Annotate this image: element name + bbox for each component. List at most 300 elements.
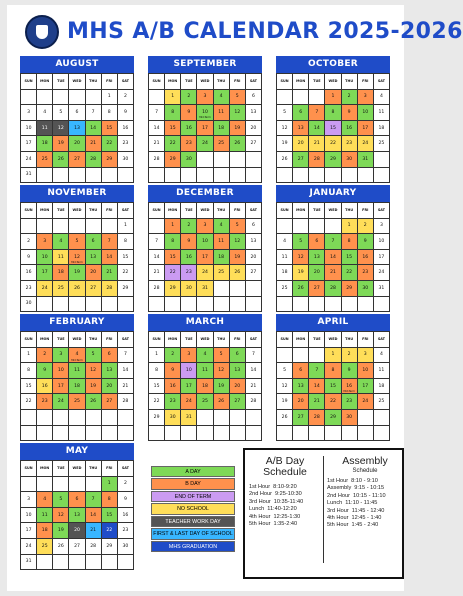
day-number: 5: [235, 94, 239, 100]
day-cell: [86, 234, 102, 250]
day-cell: [246, 363, 262, 379]
day-number: 24: [25, 156, 32, 162]
empty-cell: [325, 426, 341, 442]
weekday-label: TUE: [309, 203, 325, 219]
day-cell: [53, 105, 69, 121]
day-number: 10: [57, 367, 64, 373]
day-number: 29: [106, 156, 113, 162]
day-number: 22: [169, 270, 176, 276]
day-number: 20: [250, 125, 257, 131]
weekday-label: TUE: [181, 332, 197, 348]
day-number: 30: [169, 414, 176, 420]
day-number: 24: [57, 399, 64, 405]
day-cell: [277, 250, 293, 266]
day-number: 28: [250, 399, 257, 405]
day-cell: [197, 105, 213, 121]
day-number: 11: [202, 367, 208, 373]
day-number: 14: [90, 125, 97, 131]
day-number: 30: [346, 414, 353, 420]
day-cell: [197, 363, 213, 379]
day-number: 20: [297, 141, 304, 147]
day-number: 28: [122, 399, 129, 405]
day-number: 24: [202, 270, 208, 276]
empty-cell: [86, 90, 102, 106]
empty-cell: [21, 477, 37, 493]
day-cell: [118, 281, 134, 297]
month-february: [20, 314, 134, 441]
empty-cell: [277, 297, 293, 313]
day-cell: [165, 250, 181, 266]
month-grid: [20, 73, 134, 183]
day-number: 9: [43, 367, 47, 373]
day-cell: [149, 394, 165, 410]
day-cell: [342, 250, 358, 266]
day-number: 9: [347, 367, 351, 373]
day-number: 9: [363, 238, 367, 244]
day-number: 12: [218, 367, 225, 373]
day-number: 1: [171, 94, 175, 100]
day-number: 4: [219, 223, 223, 229]
day-cell: [246, 394, 262, 410]
day-cell: [342, 281, 358, 297]
empty-cell: [246, 410, 262, 426]
day-cell: [86, 492, 102, 508]
day-number: 12: [234, 109, 241, 115]
day-number: 8: [347, 238, 351, 244]
day-number: 21: [106, 270, 113, 276]
day-cell: [53, 394, 69, 410]
empty-cell: [197, 168, 213, 184]
day-cell: [325, 265, 341, 281]
day-number: 25: [41, 543, 48, 549]
weekday-label: WED: [69, 461, 85, 477]
empty-cell: [358, 168, 374, 184]
day-number: 17: [57, 383, 64, 389]
weekday-label: TUE: [53, 461, 69, 477]
day-cell: [21, 539, 37, 555]
day-number: 18: [218, 125, 225, 131]
day-cell: [325, 105, 341, 121]
day-number: 5: [299, 238, 303, 244]
day-cell: [277, 379, 293, 395]
empty-cell: [86, 410, 102, 426]
day-cell: [53, 492, 69, 508]
day-number: 12: [57, 512, 64, 518]
empty-cell: [86, 477, 102, 493]
day-number: 4: [379, 352, 383, 358]
weekday-label: SAT: [374, 332, 390, 348]
weekday-label: FRI: [102, 203, 118, 219]
day-cell: [246, 250, 262, 266]
calendar-sheet: [7, 5, 463, 591]
empty-cell: [21, 219, 37, 235]
day-number: 30: [122, 156, 129, 162]
day-cell: [325, 121, 341, 137]
day-number: 20: [106, 383, 113, 389]
day-number: 15: [153, 383, 160, 389]
day-cell: [181, 219, 197, 235]
period-time: 1:35-2:40: [273, 521, 298, 528]
day-cell: [358, 281, 374, 297]
weekday-label: TUE: [309, 332, 325, 348]
month-header: OCTOBER: [276, 56, 390, 73]
day-cell: [53, 265, 69, 281]
weekday-label: FRI: [230, 74, 246, 90]
day-number: 25: [378, 399, 385, 405]
month-november: [20, 185, 134, 312]
month-march: [148, 314, 262, 441]
day-number: 22: [25, 399, 32, 405]
day-cell: [86, 379, 102, 395]
day-number: 13: [313, 254, 320, 260]
empty-cell: [293, 90, 309, 106]
day-cell: [37, 265, 53, 281]
day-number: 21: [90, 528, 97, 534]
weekday-label: THU: [342, 332, 358, 348]
day-cell: [86, 508, 102, 524]
day-cell: [342, 90, 358, 106]
empty-cell: [149, 219, 165, 235]
empty-cell: [293, 297, 309, 313]
weekday-label: MON: [37, 332, 53, 348]
day-cell: [118, 219, 134, 235]
day-cell: [374, 234, 390, 250]
empty-cell: [149, 90, 165, 106]
day-cell: [374, 265, 390, 281]
weekday-label: SUN: [277, 74, 293, 90]
day-number: 20: [234, 383, 241, 389]
day-cell: [102, 90, 118, 106]
empty-cell: [230, 426, 246, 442]
day-number: 6: [75, 109, 79, 115]
empty-cell: [197, 152, 213, 168]
weekday-label: SAT: [246, 74, 262, 90]
day-cell: [118, 152, 134, 168]
legend-item: END OF TERM: [151, 491, 235, 502]
day-cell: [37, 348, 53, 364]
day-cell: [37, 508, 53, 524]
day-cell: [181, 394, 197, 410]
day-cell: [181, 379, 197, 395]
day-number: 21: [153, 270, 160, 276]
ab-day-schedule: [249, 456, 321, 528]
day-cell: [309, 121, 325, 137]
day-number: 10: [185, 367, 192, 373]
day-number: 23: [122, 141, 129, 147]
day-number: 17: [25, 141, 32, 147]
empty-cell: [181, 426, 197, 442]
day-number: 18: [378, 383, 385, 389]
day-cell: [21, 363, 37, 379]
day-cell: [293, 379, 309, 395]
legend-item: B DAY: [151, 478, 235, 489]
day-number: 27: [297, 156, 304, 162]
day-cell: [214, 219, 230, 235]
day-number: 12: [297, 254, 304, 260]
day-number: 19: [281, 399, 288, 405]
day-cell: [230, 379, 246, 395]
day-number: 15: [106, 512, 113, 518]
day-cell: [102, 136, 118, 152]
day-cell: [149, 348, 165, 364]
day-cell: [197, 394, 213, 410]
day-number: 8: [107, 109, 111, 115]
day-cell: [309, 394, 325, 410]
day-cell: [342, 394, 358, 410]
day-number: 8: [171, 109, 175, 115]
weekday-label: FRI: [102, 332, 118, 348]
day-cell: [246, 136, 262, 152]
day-cell: [181, 136, 197, 152]
day-cell: [277, 105, 293, 121]
month-grid: [276, 202, 390, 312]
day-cell: [53, 281, 69, 297]
empty-cell: [37, 426, 53, 442]
weekday-label: THU: [214, 203, 230, 219]
empty-cell: [309, 168, 325, 184]
day-cell: [181, 281, 197, 297]
day-number: 25: [218, 141, 225, 147]
day-cell: [37, 105, 53, 121]
schedule-row: [249, 514, 321, 521]
day-cell: [102, 363, 118, 379]
day-cell: [197, 234, 213, 250]
period-time: 12:25-1:30: [273, 513, 301, 520]
day-cell: [309, 379, 325, 395]
day-number: 5: [59, 109, 63, 115]
day-cell: [86, 523, 102, 539]
day-number: 18: [218, 254, 225, 260]
day-cell: [293, 250, 309, 266]
day-cell: [165, 363, 181, 379]
day-cell: [230, 219, 246, 235]
weekday-label: TUE: [309, 74, 325, 90]
day-number: 17: [378, 254, 385, 260]
day-cell: [53, 539, 69, 555]
day-cell: [358, 121, 374, 137]
day-number: 1: [171, 223, 175, 229]
day-number: 20: [74, 141, 80, 147]
day-number: 4: [379, 94, 383, 100]
day-number: 11: [41, 125, 48, 131]
legend-item: TEACHER WORK DAY: [151, 516, 235, 527]
day-number: 19: [57, 141, 64, 147]
day-number: 7: [331, 238, 335, 244]
day-number: 20: [74, 528, 80, 534]
empty-cell: [69, 477, 85, 493]
month-october: [276, 56, 390, 183]
empty-cell: [37, 410, 53, 426]
day-cell: [230, 265, 246, 281]
day-number: 22: [330, 399, 336, 405]
day-cell: [21, 136, 37, 152]
weekday-label: FRI: [102, 74, 118, 90]
day-number: 28: [106, 285, 113, 291]
day-cell: [118, 394, 134, 410]
day-number: 5: [91, 352, 95, 358]
day-cell: [21, 297, 37, 313]
day-number: 23: [25, 285, 32, 291]
month-december: [148, 185, 262, 312]
empty-cell: [246, 168, 262, 184]
day-cell: [149, 136, 165, 152]
weekday-label: FRI: [358, 203, 374, 219]
empty-cell: [197, 410, 213, 426]
empty-cell: [230, 297, 246, 313]
day-cell: [181, 265, 197, 281]
day-cell: [374, 348, 390, 364]
page-title: MHS A/B CALENDAR 2025-2026: [67, 19, 463, 44]
day-cell: [53, 136, 69, 152]
day-cell: [118, 363, 134, 379]
empty-cell: [325, 297, 341, 313]
day-number: 24: [41, 285, 48, 291]
day-number: 3: [363, 94, 367, 100]
day-cell: [374, 363, 390, 379]
day-number: 4: [75, 352, 79, 358]
day-cell: [102, 121, 118, 137]
day-number: 29: [153, 414, 160, 420]
weekday-label: THU: [86, 203, 102, 219]
day-number: 22: [153, 399, 160, 405]
day-number: 23: [346, 141, 353, 147]
day-number: 10: [41, 254, 48, 260]
month-header: FEBRUARY: [20, 314, 134, 331]
month-grid: [148, 331, 262, 441]
day-number: 7: [91, 109, 95, 115]
weekday-label: SUN: [21, 203, 37, 219]
day-cell: [277, 121, 293, 137]
day-number: 17: [362, 383, 369, 389]
day-number: 7: [155, 238, 159, 244]
weekday-label: THU: [342, 203, 358, 219]
day-number: 6: [299, 109, 303, 115]
empty-cell: [102, 219, 118, 235]
day-number: 21: [90, 141, 97, 147]
empty-cell: [37, 219, 53, 235]
schedule-row: [249, 506, 321, 513]
weekday-label: SUN: [149, 74, 165, 90]
day-number: 5: [235, 223, 239, 229]
day-number: 31: [202, 285, 208, 291]
period-time: 9:15 - 10:15: [354, 485, 385, 492]
period-label: 5th Hour: [249, 521, 271, 528]
day-cell: [230, 136, 246, 152]
day-number: 7: [107, 238, 111, 244]
empty-cell: [165, 297, 181, 313]
day-number: 2: [123, 94, 127, 100]
day-cell: [21, 265, 37, 281]
day-note: Mid-Term: [71, 358, 83, 362]
month-header: MARCH: [148, 314, 262, 331]
day-number: 16: [41, 383, 48, 389]
schedule-row: [327, 493, 403, 500]
schedule-row: [249, 491, 321, 498]
day-cell: [342, 348, 358, 364]
empty-cell: [246, 426, 262, 442]
period-label: 1st Hour: [327, 478, 349, 484]
day-cell: [230, 394, 246, 410]
schedule-row: [327, 522, 403, 529]
day-cell: [358, 265, 374, 281]
schedule-row: [249, 484, 321, 491]
period-time: 10:35-11:40: [273, 498, 304, 505]
day-number: 3: [59, 352, 63, 358]
day-cell: [165, 348, 181, 364]
day-cell: [165, 265, 181, 281]
day-number: 15: [330, 125, 336, 131]
day-number: 1: [155, 352, 159, 358]
day-number: 1: [123, 223, 127, 229]
day-cell: [37, 281, 53, 297]
day-cell: [165, 410, 181, 426]
day-number: 4: [59, 238, 63, 244]
day-number: 10: [362, 109, 369, 115]
empty-cell: [37, 477, 53, 493]
day-number: 16: [346, 125, 353, 131]
month-august: [20, 56, 134, 183]
day-cell: [197, 281, 213, 297]
day-number: 19: [281, 141, 288, 147]
day-number: 6: [299, 367, 303, 373]
day-number: 21: [313, 399, 320, 405]
schedule-divider: [323, 456, 324, 563]
day-number: 3: [187, 352, 191, 358]
empty-cell: [37, 297, 53, 313]
day-cell: [53, 152, 69, 168]
day-cell: [277, 363, 293, 379]
empty-cell: [214, 168, 230, 184]
day-number: 13: [250, 238, 257, 244]
day-number: 18: [378, 125, 385, 131]
day-cell: [309, 265, 325, 281]
day-cell: [277, 152, 293, 168]
empty-cell: [277, 168, 293, 184]
day-cell: [21, 379, 37, 395]
empty-cell: [293, 168, 309, 184]
empty-cell: [374, 168, 390, 184]
day-cell: [102, 250, 118, 266]
day-number: 1: [331, 352, 335, 358]
day-number: 6: [235, 352, 239, 358]
day-cell: [118, 348, 134, 364]
day-cell: [21, 281, 37, 297]
day-number: 26: [57, 156, 64, 162]
day-number: 22: [330, 141, 336, 147]
day-number: 3: [203, 94, 207, 100]
day-cell: [86, 281, 102, 297]
weekday-label: WED: [69, 203, 85, 219]
day-number: 7: [315, 367, 319, 373]
period-time: 8:10-9:20: [273, 484, 297, 490]
month-grid: [20, 331, 134, 441]
day-number: 2: [123, 481, 127, 487]
day-cell: [118, 121, 134, 137]
day-number: 11: [281, 254, 288, 260]
day-cell: [69, 250, 85, 266]
weekday-label: SUN: [149, 203, 165, 219]
empty-cell: [309, 348, 325, 364]
empty-cell: [309, 426, 325, 442]
day-cell: [149, 281, 165, 297]
assembly-schedule-subtitle: Schedule: [352, 468, 378, 474]
empty-cell: [342, 168, 358, 184]
day-number: 8: [331, 367, 335, 373]
day-number: 29: [330, 156, 336, 162]
day-cell: [21, 234, 37, 250]
weekday-label: SUN: [21, 74, 37, 90]
day-number: 16: [185, 254, 192, 260]
